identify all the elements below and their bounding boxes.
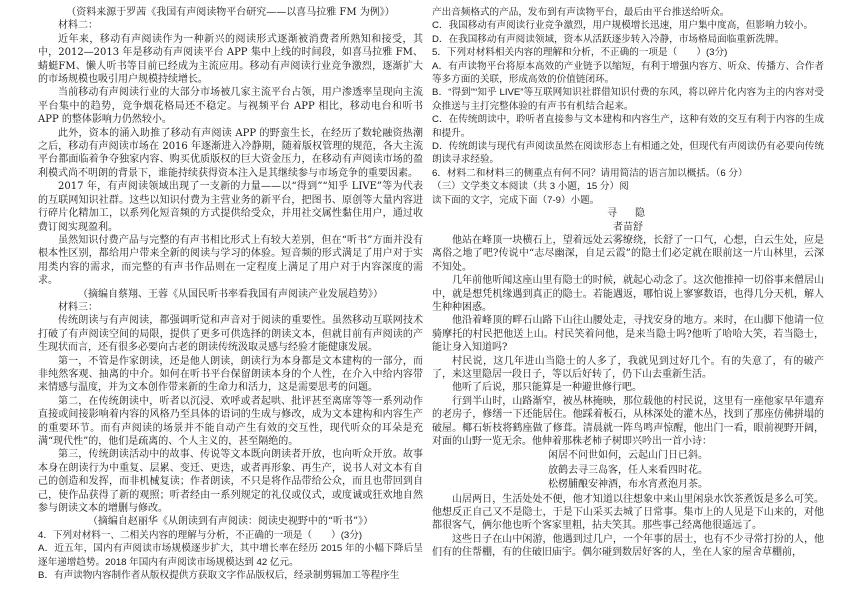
story-author: 者苗舒: [613, 221, 643, 233]
source-note-2: （摘编自蔡翔、王蓉《从国民听书率看我国有声阅读产业发展趋势》）: [78, 288, 383, 300]
story-paragraph: 村民说，这几年进山当隐士的人多了，我就见到过好几个。有的失意了，有的破产了，来这里隐居一段日子，等以后好转了，仍下山去重新生活。: [432, 355, 824, 380]
material-3-paragraph: 第三，传统朗读活动中的故事、传说等文本既向朗读者开放，也向听众开放。故事本身在朗读行为中重复、层累、变迁、更迭，或者再形象、再生产，说书人对文本有自己的创造和发挥，而非机械复读；作者朗读，不只是将作品带给公众，而且也带回到自己，使作品获得了新的观照；听者经由一系列规定的礼仪或仪式，或度诚或狂欢地自然参与朗读文本的增删与修改。: [38, 449, 423, 515]
question-4-option-b-continued: 产出音频格式的产品，发布到有声读物平台，最后由平台推送给听众。: [432, 7, 730, 18]
story-title: 寻 隐: [607, 208, 649, 220]
story-paragraph: 这些日子在山中闲游，他遇到过几户，一个年事的居士，也有不少寻常打扮的人，他们有的住帮棚，有的住破旧庙宇。偶尔碰到数居好客的人，坐在人家的屋舍草棚前，: [432, 533, 824, 559]
material-3-paragraph: 第二，在传统朗读中，听者以沉浸、欢呼或者起哄、批评甚至离席等等一系列动作直接或间接影响着内容的风格乃至具体的语词的生成与修改，成为文本建构和内容生产的重要环节。而有声阅读的场景并不能自动产生有效的交互性，现代听众的耳朵是充满“现代性”的，他们是疏离的、个人主义的，甚至隔绝的。: [38, 395, 423, 447]
section-3-heading: （三）文学类文本阅读（共 3 小题，15 分）阅: [432, 181, 629, 193]
poem-line: 闲居不问世如何，云起山门日已斜。: [548, 450, 708, 462]
material-2-paragraph: 虽然知识付费产品与完整的有声书相比形式上有较大差别，但在“听书”方面并没有根本性区别，都给用户带来全新的阅读与学习的体验。短音频的形式满足了用户对于实用类内容的需求，而完整的有声书作品则在一定程度上满足了用户对于内容深度的需求。: [38, 234, 423, 287]
story-paragraph: 行到半山时，山路渐窄，被丛林掩映，那位载他的村民说，这里有一座他家早年遗弃的老房子，修缮一下还能居住。他踩着板石，从林深处的灌木丛，找到了那座仿佛拼塌的破屋。椰石斩枝将鹤座做了修葺。清晨就一阵鸟鸣声惊醒，他出门一看，眼前视野开阔，对面的山野一览无余。他伸着那株老柿子树即兴吟出一首小诗：: [432, 395, 824, 447]
question-4-stem: 4．下列对材料一、二相关内容的理解与分析，不正确的一项是（ ）(3分): [38, 529, 363, 541]
question-6-stem: 6．材料二和材料三的侧重点有何不同？请用简洁的语言加以概括。（6 分）: [432, 167, 748, 179]
question-5-option-d: D．传统朗读与现代有声阅读虽然在阅读形态上有相通之处，但现代有声阅读仍有必要向传统朗读寻求经验。: [432, 141, 824, 166]
poem-line: 放鹤去寻三岛客，任人来看四时花。: [548, 464, 708, 476]
material-2-paragraph: 此外，资本的涌入助推了移动有声阅读 APP 的野蛮生长，在经历了数轮融资热潮之后，移动有声阅读市场在 2016 年逐渐进入冷静期，随着版权管理的规范，各大主流平台都面临着争夺独家内容、购买优质版权的巨大资金压力，在移动有声阅读市场的盈利模式尚不明朗的背景下，谁能持续获得资本注入是其继续参与市场竞争的重要因素。: [38, 127, 423, 179]
question-5-option-b: B．“得到”“知乎 LIVE”等互联网知识社群借知识付费的东风，将以碎片化内容为主的内容对受众推送与主打完整体验的有声书有机结合起来。: [432, 87, 824, 112]
material-3-heading: 材料三：: [58, 301, 98, 313]
right-column: [432, 6, 824, 604]
question-5-option-a: A．有声读物平台将原本高效的产业链予以缩短，有利于增强内容方、听众、传播方、合作者等多方面的关联，形成高效的价值链闭环。: [432, 60, 824, 86]
story-paragraph: 他站在峰顶一块横石上，望着远处云雾缭绕，长舒了一口气，心想，白云生处，应是离俗之地了吧?传说中“志尽幽深，自足云霞”的隐士们必定就在眼前这一片山林里，云深不知处。: [432, 234, 824, 273]
material-3-paragraph: 传统朗读与有声阅读，都强调听觉和声音对于阅读的重要性。虽然移动互联网技术打破了有声阅读空间的局限，提供了更多可供选择的朗读文本，但就目前有声阅读的产生现状而言，还有很多必要向古老的朗读传统汲取灵感与经验才能健康发展。: [38, 315, 423, 354]
source-note-3: （摘编自赵丽华《从朗读到有声阅读：阅读史视野中的“听书”》）: [87, 516, 374, 528]
material-3-paragraph: 第一，不管是作家朗读，还是他人朗读，朗读行为本身都是文本建构的一部分，而非纯然客观、抽离的中介。如何在听书平台保留朗读本身的个人性，在介入中给内容带来情感与温度，并为文本创作带来新的生命力和活力，这是需要思考的问题。: [38, 355, 423, 394]
story-paragraph: 他沿着峰顶的畔石山路下山往山腰处走，寻找安身的地方。来时，在山脚下他请一位骑摩托的村民把他送上山。村民笑着问他，是来当隐士吗?他听了哈哈大笑，若当隐士，能让身入知道吗?: [432, 315, 824, 354]
story-paragraph: 他听了后说，那只能算是一种避世修行吧。: [452, 382, 642, 394]
left-column: [38, 6, 423, 604]
section-3-instruction: 读下面的文字，完成下面（7-9）小题。: [432, 194, 600, 206]
source-note-1: （资料来源于罗茜《我国有声阅读物平台研究——以喜马拉雅 FM 为例》）: [66, 7, 395, 18]
material-2-paragraph: 近年来，移动有声阅读作为一种新兴的阅读形式逐渐被消费者所熟知和接受，其中，2012—2013 年是移动有声阅读平台 APP 集中上线的时间段，如喜马拉雅 FM、蜻蜓FM、懒人听书等目前已经成为主流应用。移动有声阅读行业竞争激烈，逐渐扩大的市场规模也吸引用户规模持续增长。: [38, 33, 423, 86]
material-2-paragraph: 当前移动有声阅读行业的大部分市场被几家主流平台占领，用户渗透率呈现向主流平台集中的趋势，竞争烟花格局还不稳定。与视频平台 APP 相比，移动电台和听书 APP 的整体影响力仍然较小。: [38, 87, 423, 126]
material-2-paragraph: 2017 年，有声阅读领域出现了一支新的力量——以“得到”“知乎 LIVE”等为代表的互联网知识社群。这些以知识付费为主营业务的新平台，把图书、原创等大量内容进行碎片化精加工，以系列化短音频的方式提供给受众，并用社交属性黏住用户，通过收费订阅实现盈利。: [38, 181, 423, 233]
question-4-option-b: B．有声读物内容制作者从版权提供方获取文字作品版权后，经录制剪辑加工等程序生: [38, 570, 400, 582]
poem-line: 松楞脯酿安神酒，布水宵煮泡月茶。: [548, 479, 708, 491]
question-5-stem: 5．下列对材料相关内容的理解和分析，不正确的一项是（ ）(3分): [432, 47, 728, 59]
story-paragraph: 几年前他听闻这座山里有隐士的时候，就起心动念了。这次他推掉一切俗事来僧居山中，就是想凭机缘遇到真正的隐士。若能遇返，哪怕说上寥寥数语，也得几分天机，解人生种种困惑。: [432, 275, 824, 313]
material-2-heading: 材料二：: [58, 20, 98, 32]
question-4-option-c: C．我国移动有声阅读行业竞争激烈，用户规模增长迅速，用户集中度高，但影响力较小。: [432, 20, 814, 32]
question-4-option-a: A．近五年，国内有声阅读市场规模逐步扩大，其中增长率在经历 2015 年的小幅下降后呈逐年递增趋势。2018 年国内有声阅读市场规模达到 42 亿元。: [38, 543, 423, 568]
story-paragraph: 山居两日，生活处处不便，他才知道以往想象中来山里闲泉水饮茶煮饭是多么可笑。他想反正自己又不是隐士，于是下山采买去城了日常事。集市上的人见是下山来的，对他都很客气，俩尔他也听个客家里粗，拈夫笑其。那些事己经离他很遥远了。: [432, 493, 824, 532]
question-5-option-c: C．在传统朗读中，聆听者直接参与文本建构和内容生产，这种有效的交互有利于内容的生成和提升。: [432, 114, 824, 139]
question-4-option-d: D．在我国移动有声阅读领域，资本从活跃逐步转入冷静，市场格局面临重新洗牌。: [432, 33, 785, 45]
